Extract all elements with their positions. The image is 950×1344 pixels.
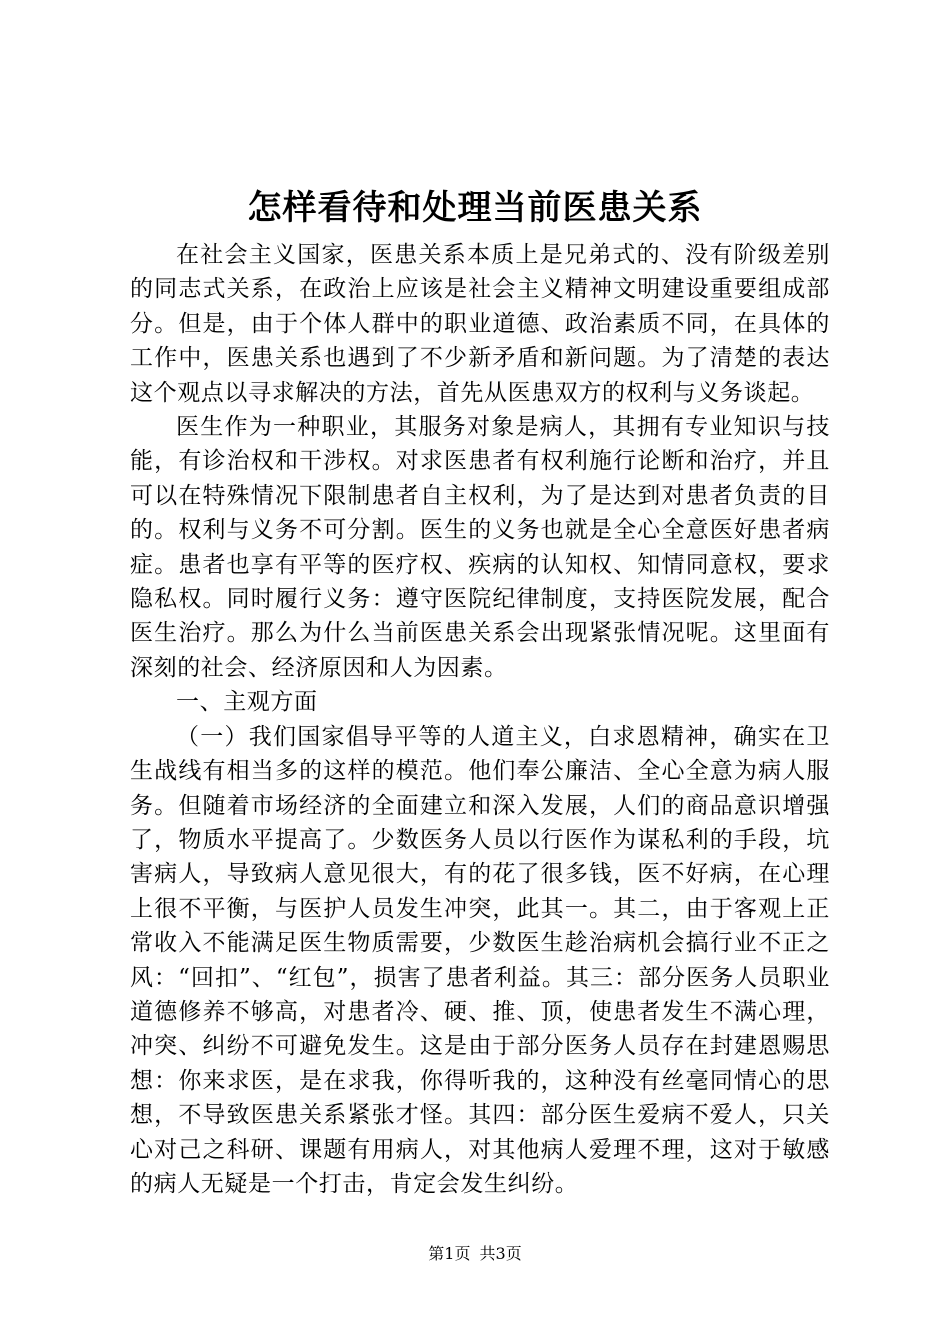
page-number: 第1页 <box>428 1244 471 1263</box>
page-footer <box>0 1244 950 1264</box>
paragraph: 医生作为一种职业，其服务对象是病人，其拥有专业知识与技能，有诊治权和干涉权。对求医患者有权利施行论断和治疗，并且可以在特殊情况下限制患者自主权利，为了是达到对患者负责的目的。权利与义务不可分割。医生的义务也就是全心全意医好患者病症。患者也享有平等的医疗权、疾病的认知权、知情同意权，要求隐私权。同时履行义务：遵守医院纪律制度，支持医院发展，配合医生治疗。那么为什么当前医患关系会出现紧张情况呢。这里面有深刻的社会、经济原因和人为因素。 <box>130 414 830 681</box>
document-title: 怎样看待和处理当前医患关系 <box>247 188 703 228</box>
page-total: 共3页 <box>479 1244 522 1263</box>
paragraph: （一）我们国家倡导平等的人道主义，白求恩精神，确实在卫生战线有相当多的这样的模范。他们奉公廉洁、全心全意为病人服务。但随着市场经济的全面建立和深入发展，人们的商品意识增强了，物质水平提高了。少数医务人员以行医作为谋私利的手段，坑害病人，导致病人意见很大，有的花了很多钱，医不好病，在心理上很不平衡，与医护人员发生冲突，此其一。其二，由于客观上正常收入不能满足医生物质需要，少数医生趁治病机会搞行业不正之风：“回扣”、“红包”，损害了患者利益。其三：部分医务人员职业道德修养不够高，对患者冷、硬、推、顶，使患者发生不满心理，冲突、纠纷不可避免发生。这是由于部分医务人员存在封建恩赐思想：你来求医，是在求我，你得听我的，这种没有丝毫同情心的思想，不导致医患关系紧张才怪。其四：部分医生爱病不爱人，只关心对己之科研、课题有用病人，对其他病人爱理不理，这对于敏感的病人无疑是一个打击，肯定会发生纠纷。 <box>130 723 830 1197</box>
section-heading: 一、主观方面 <box>176 689 318 716</box>
paragraph: 在社会主义国家，医患关系本质上是兄弟式的、没有阶级差别的同志式关系，在政治上应该是社会主义精神文明建设重要组成部分。但是，由于个体人群中的职业道德、政治素质不同，在具体的工作中，医患关系也遇到了不少新矛盾和新问题。为了清楚的表达这个观点以寻求解决的方法，首先从医患双方的权利与义务谈起。 <box>130 242 830 406</box>
document-body <box>130 238 830 1201</box>
